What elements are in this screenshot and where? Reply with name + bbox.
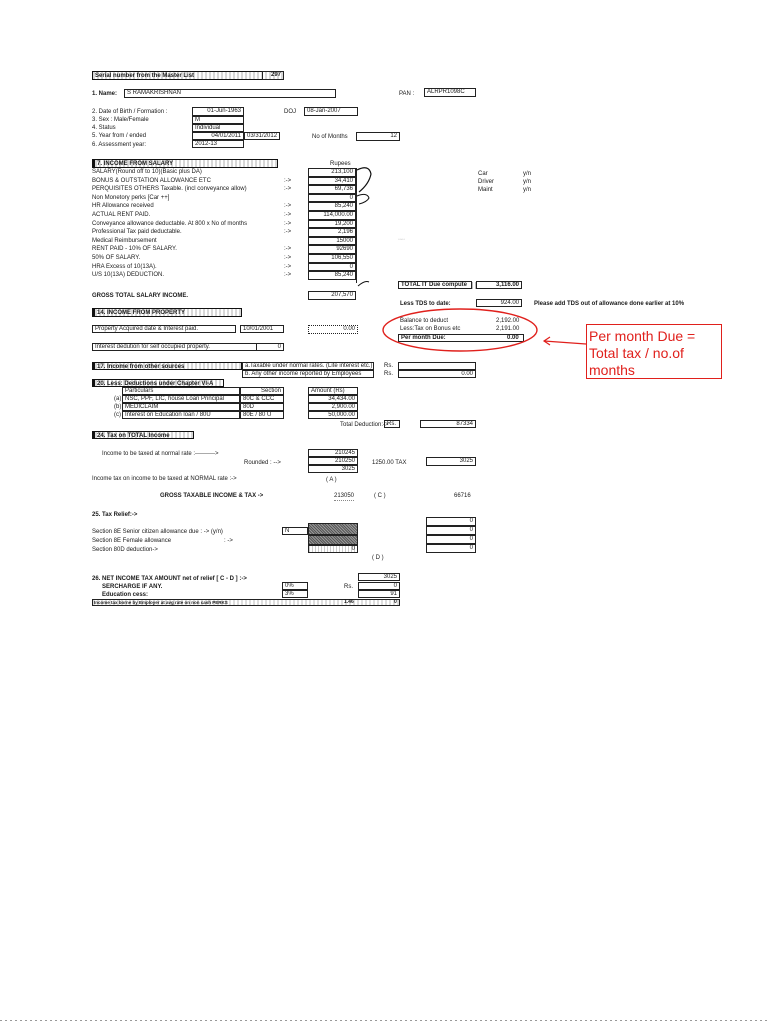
- footer-right-value: 0: [394, 599, 397, 605]
- rounded-label: Rounded : -->: [244, 460, 281, 466]
- months-field: 12: [356, 132, 400, 141]
- property-acquired-date: 10/01/2001: [240, 325, 284, 333]
- salary-row-value: 19,200: [308, 220, 356, 229]
- tds-note: Please add TDS out of allowance done earlier at 10%: [534, 301, 685, 307]
- salary-row-value: 69,736: [308, 185, 356, 194]
- deduction-amount: 2,900.00: [308, 403, 358, 411]
- gross-taxable-value: 213050: [334, 493, 355, 499]
- property-acquired-label: Property Acquired date & Interest paid.: [92, 325, 236, 333]
- salary-row-label: HRA Excess of 10(13A).: [92, 263, 157, 270]
- sex-field: M: [192, 116, 244, 124]
- gross-salary-label: GROSS TOTAL SALARY INCOME.: [92, 293, 189, 299]
- senior-field: N: [282, 527, 308, 535]
- salary-row-value: 15000: [308, 237, 356, 246]
- balance-label: Balance to deduct: [400, 318, 449, 324]
- rupees-label: Rupees: [330, 161, 351, 167]
- deduction-tag: (b): [114, 404, 122, 410]
- salary-row-label: Medical Reimbursement: [92, 237, 157, 244]
- total-it-due-value: 3,116.00: [476, 281, 522, 289]
- salary-row-label: PERQUISITES OTHERS Taxable. (incl conveyance allow): [92, 186, 247, 193]
- annotation-ellipse-arrow: [380, 305, 590, 355]
- rounded-value: 210250: [308, 457, 358, 465]
- cess-label: Education cess:: [102, 592, 149, 598]
- deductions-heading: 20. Less: Deductions under Chapter VI-A: [92, 379, 224, 387]
- salary-row-label: SALARY(Round off to 10)(Basic plus DA): [92, 169, 202, 175]
- per-month-value: 0.00: [507, 335, 519, 341]
- perk-value: y/n: [523, 179, 532, 185]
- other-sources-value-b: 0.00: [398, 370, 476, 378]
- female-shaded-cell: [308, 535, 358, 545]
- deduction-amount: 34,434.00: [308, 395, 358, 403]
- stamp-mark: ▫▫▫▫: [398, 237, 406, 243]
- deduction-section: 80D: [240, 403, 284, 411]
- property-heading: 14. INCOME FROM PROPERTY: [92, 308, 242, 317]
- salary-row-separator: :->: [284, 246, 292, 253]
- total-deduction-rs: Rs.: [384, 420, 400, 428]
- female-label: Section 8E Female allowance: [92, 538, 172, 544]
- bonus-tax-value: 2,191.00: [496, 326, 520, 332]
- slab-label: 1250.00 TAX: [372, 460, 407, 466]
- footer-label: Income tax borne by Employer at avg rate on non cash PERKS: [94, 600, 228, 605]
- year-from-field: 04/01/2011: [192, 132, 244, 140]
- status-label: 4. Status: [92, 125, 116, 131]
- surcharge-pct: 0%: [282, 582, 308, 590]
- pan-field: ALRPR1098C: [424, 88, 476, 97]
- relief-heading: 25. Tax Relief:->: [92, 512, 138, 518]
- serial-number-value: 297: [262, 71, 284, 80]
- salary-row-value: 213,100: [308, 168, 356, 177]
- d80-label: Section 80D deduction->: [92, 547, 158, 553]
- female-sep: : ->: [224, 538, 233, 544]
- page-bottom-border: [0, 1020, 768, 1021]
- gross-taxable-right: 66716: [454, 493, 471, 499]
- name-field: S RAMAKRISHNAN: [124, 89, 336, 98]
- salary-row-value: 114,000.00: [308, 211, 356, 220]
- income-normal-rate-label: Income to be taxed at normal rate :---------->: [102, 451, 219, 457]
- salary-row-separator: :->: [284, 229, 292, 236]
- salary-row-label: HR Allowance received: [92, 203, 154, 210]
- other-sources-rs-b: Rs.: [384, 371, 393, 377]
- salary-row-label: 50% OF SALARY.: [92, 255, 141, 261]
- marker-c: ( C ): [374, 493, 386, 499]
- surcharge-label: SERCHARGE IF ANY.: [102, 584, 163, 590]
- d80-value: 0: [308, 545, 358, 553]
- salary-row-separator: :->: [284, 186, 292, 193]
- deduction-particular: MEDICLAIM: [122, 403, 240, 411]
- total-it-due-label: TOTAL IT Due compute: [398, 281, 472, 289]
- dob-label: 2. Date of Birth / Formation :: [92, 109, 168, 115]
- senior-shaded-cell: [308, 523, 358, 535]
- cess-pct: 3%: [282, 590, 308, 598]
- salary-row-value: 0: [308, 194, 356, 203]
- deductions-col-amount: Amount (Rs): [308, 387, 358, 395]
- status-field: Individual: [192, 124, 244, 132]
- relief-right-value: 0: [426, 517, 476, 526]
- perk-value: y/n: [523, 187, 532, 193]
- salary-row-separator: :->: [284, 255, 292, 261]
- ay-field: 2012-13: [192, 140, 244, 148]
- perk-label: Car: [478, 171, 488, 177]
- other-sources-line-a: a.Taxable under normal rates. (Lite interest etc.): [242, 362, 374, 370]
- other-sources-heading: 17. Income from other sources: [92, 362, 242, 370]
- ay-label: 6. Assessment year:: [92, 142, 147, 148]
- slab-value: 3025: [426, 457, 476, 466]
- salary-row-label: ACTUAL RENT PAID.: [92, 212, 151, 218]
- total-deduction-value: 87334: [420, 420, 476, 428]
- salary-row-label: Conveyance allowance deductable. At 800 x No of months: [92, 220, 248, 227]
- year-to-field: 03/31/2012: [244, 132, 280, 140]
- salary-row-separator: :->: [284, 220, 292, 227]
- interest-deduction-value: 0: [256, 343, 284, 351]
- salary-row-label: BONUS & OUTSTATION ALLOWANCE ETC: [92, 177, 211, 184]
- salary-row-label: Professional Tax paid deductable.: [92, 229, 182, 236]
- deduction-particular: Interest on Education loan / 80U: [122, 411, 240, 419]
- net-tax-value: 3025: [358, 573, 400, 581]
- deduction-amount: 50,000.00: [308, 411, 358, 419]
- other-sources-line-b: b. Any other income reported by Employees: [242, 370, 374, 378]
- surcharge-value: 0: [358, 582, 400, 590]
- per-month-label: Per month Due:: [398, 334, 524, 342]
- salary-row-label: Non Monetory perks [Car ++]: [92, 194, 170, 201]
- perk-label: Driver: [478, 179, 494, 185]
- gross-taxable-label: GROSS TAXABLE INCOME & TAX ->: [160, 493, 264, 499]
- senior-label: Section 8E Senior citizen allowance due : -> (y/n): [92, 529, 223, 535]
- salary-row-value: 85,240: [308, 202, 356, 211]
- salary-row-value: 2,196: [308, 228, 356, 237]
- relief-right-value: 0: [426, 535, 476, 544]
- salary-row-value: 92690: [308, 245, 356, 254]
- salary-heading: 7. INCOME FROM SALARY: [92, 159, 278, 168]
- salary-row-separator: :->: [284, 177, 292, 184]
- balance-value: 2,192.00: [496, 318, 520, 324]
- deductions-col-particulars: Particulars: [122, 387, 240, 395]
- salary-row-separator: :->: [284, 203, 292, 210]
- pan-label: PAN :: [399, 91, 415, 97]
- other-sources-rs-a: Rs.: [384, 363, 393, 369]
- deduction-particular: NSC, PPF, LIC, house Loan Principal: [122, 395, 240, 403]
- months-label: No of Months: [312, 134, 348, 140]
- serial-number-label: Serial number from the Master List: [92, 71, 284, 80]
- salary-row-value: 106,550: [308, 254, 356, 263]
- cess-value: 91: [358, 590, 400, 598]
- marker-a: ( A ): [326, 477, 337, 483]
- year-label: 5. Year from / ended: [92, 133, 147, 139]
- salary-row-label: RENT PAID - 10% OF SALARY.: [92, 246, 177, 253]
- other-sources-value-a: [398, 362, 476, 370]
- sex-label: 3. Sex : Male/Female: [92, 117, 149, 123]
- tax-normal-value: 3025: [308, 465, 358, 473]
- deduction-section: 80E / 80 U: [240, 411, 284, 419]
- footer-value: 1.46: [344, 599, 354, 605]
- salary-row-separator: :->: [284, 263, 292, 270]
- deductions-col-section: Section: [240, 387, 284, 395]
- annotation-box: Per month Due = Total tax / no.of months: [586, 324, 722, 379]
- deduction-tag: (a): [114, 396, 122, 402]
- interest-deduction-label: Interest dedution for self occupied property.: [92, 343, 284, 351]
- total-deduction-label: Total Deduction:->: [340, 422, 389, 428]
- salary-row-value: 34,410: [308, 177, 356, 186]
- deduction-tag: (c): [114, 412, 121, 418]
- tds-label: Less TDS to date:: [400, 301, 451, 307]
- perk-label: Maint: [478, 187, 493, 193]
- salary-row-value: 0: [308, 263, 356, 272]
- name-label: 1. Name:: [92, 91, 118, 97]
- salary-row-separator: :->: [284, 212, 292, 218]
- perk-value: y/n: [523, 171, 532, 177]
- doj-field: 08-Jan-2007: [304, 107, 358, 116]
- handwritten-check-marks: [355, 162, 385, 302]
- tax-on-total-heading: 24. Tax on TOTAL Income: [92, 431, 194, 439]
- gross-salary-value: 207,570: [308, 291, 356, 300]
- dob-field: 01-Jun-1963: [192, 107, 244, 116]
- relief-right-value: 0: [426, 526, 476, 535]
- surcharge-rs: Rs.: [344, 584, 353, 590]
- net-tax-label: 26. NET INCOME TAX AMOUNT net of relief [ C - D ] :->: [92, 576, 247, 582]
- tax-normal-rate-label: Income tax on income to be taxed at NORMAL rate :->: [92, 476, 237, 482]
- tds-value: 924.00: [476, 299, 522, 307]
- salary-row-label: U/S 10(13A) DEDUCTION.: [92, 272, 165, 279]
- bonus-tax-label: Less:Tax on Bonus etc: [400, 326, 461, 332]
- salary-row-value: 85,240: [308, 271, 356, 280]
- relief-right-value: 0: [426, 544, 476, 553]
- deduction-section: 80C & CCC: [240, 395, 284, 403]
- doj-label: DOJ: [284, 109, 296, 115]
- income-normal-rate-value: 210245: [308, 449, 358, 457]
- property-acquired-value: 0.00: [308, 325, 358, 334]
- marker-d: ( D ): [372, 555, 384, 561]
- salary-row-separator: :->: [284, 272, 292, 279]
